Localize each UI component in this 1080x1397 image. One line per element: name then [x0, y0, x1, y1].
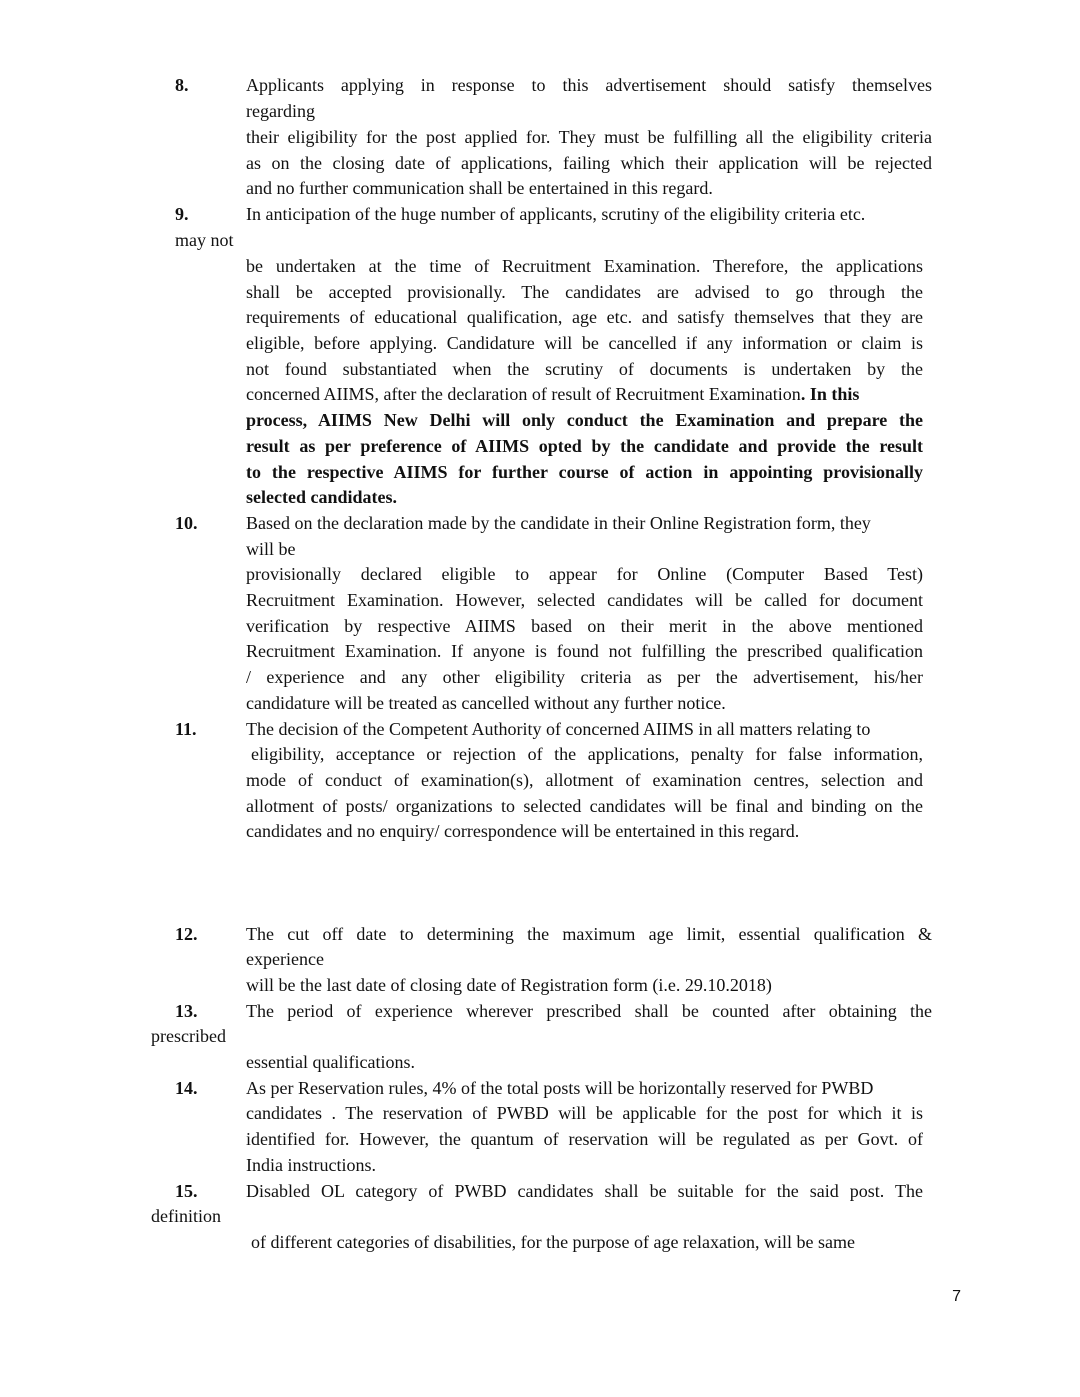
clause-line: In anticipation of the huge number of applicants, scrutiny of the eligibility criteria etc. — [246, 204, 866, 224]
clause-bold-line: process, AIIMS New Delhi will only conduct the Examination and prepare the — [246, 410, 923, 430]
clause-line: eligibility, acceptance or rejection of the applications, penalty for false information, — [251, 744, 923, 764]
clause-line: As per Reservation rules, 4% of the total posts will be horizontally reserved for PWBD — [246, 1078, 874, 1098]
clause-line: India instructions. — [246, 1155, 376, 1175]
clause-bold-line: to the respective AIIMS for further course of action in appointing provisionally — [246, 462, 923, 482]
clause-number: 14. — [175, 1078, 198, 1098]
clause-line: candidates and no enquiry/ correspondence will be entertained in this regard. — [246, 821, 800, 841]
clause-number: 8. — [175, 75, 189, 95]
clause-number: 12. — [175, 924, 198, 944]
clause-line: may not — [175, 230, 234, 250]
clause-line: regarding — [246, 101, 315, 121]
clause-line: as on the closing date of applications, failing which their application will be rejected — [246, 153, 932, 173]
clause-line: experience — [246, 949, 324, 969]
clause-line: shall be accepted provisionally. The candidates are advised to go through the — [246, 282, 923, 302]
clause-number: 10. — [175, 513, 198, 533]
clause-line: verification by respective AIIMS based on their merit in the above mentioned — [246, 616, 923, 636]
clause-line: eligible, before applying. Candidature will be cancelled if any information or claim is — [246, 333, 923, 353]
clause-line: Recruitment Examination. If anyone is found not fulfilling the prescribed qualification — [246, 641, 923, 661]
page-number: 7 — [952, 1288, 961, 1305]
clause-line: mode of conduct of examination(s), allotment of examination centres, selection and — [246, 770, 923, 790]
clause-line: provisionally declared eligible to appear for Online (Computer Based Test) — [246, 564, 923, 584]
clause-line: of different categories of disabilities, for the purpose of age relaxation, will be same — [251, 1232, 855, 1252]
clause-number: 11. — [175, 719, 197, 739]
clause-bold-line: result as per preference of AIIMS opted by the candidate and provide the result — [246, 436, 923, 456]
clause-line: prescribed — [151, 1026, 226, 1046]
clause-line: their eligibility for the post applied for. They must be fulfilling all the eligibility criteria — [246, 127, 932, 147]
clause-line: will be the last date of closing date of Registration form (i.e. 29.10.2018) — [246, 975, 772, 995]
clause-line: be undertaken at the time of Recruitment Examination. Therefore, the applications — [246, 256, 923, 276]
clause-bold-line: selected candidates. — [246, 487, 397, 507]
clause-line: identified for. However, the quantum of reservation will be regulated as per Govt. of — [246, 1129, 923, 1149]
clause-line: candidates . The reservation of PWBD will be applicable for the post for which it is — [246, 1103, 923, 1123]
clause-number: 13. — [175, 1001, 198, 1021]
clause-line: candidature will be treated as cancelled without any further notice. — [246, 693, 726, 713]
clause-line: allotment of posts/ organizations to selected candidates will be final and binding on the — [246, 796, 923, 816]
clause-line: requirements of educational qualification, age etc. and satisfy themselves that they are — [246, 307, 923, 327]
clause-line: definition — [151, 1206, 221, 1226]
clause-line: and no further communication shall be entertained in this regard. — [246, 178, 713, 198]
clause-line: Recruitment Examination. However, selected candidates will be called for document — [246, 590, 923, 610]
clause-line: not found substantiated when the scrutiny of documents is undertaken by the — [246, 359, 923, 379]
clause-line: Applicants applying in response to this advertisement should satisfy themselves — [246, 75, 932, 95]
clause-line — [246, 381, 859, 407]
clause-line: essential qualifications. — [246, 1052, 415, 1072]
clause-line: will be — [246, 539, 296, 559]
clause-line: / experience and any other eligibility criteria as per the advertisement, his/her — [246, 667, 923, 687]
clause-line: The cut off date to determining the maximum age limit, essential qualification & — [246, 924, 932, 944]
clause-line: Disabled OL category of PWBD candidates shall be suitable for the said post. The — [246, 1181, 923, 1201]
clause-number: 9. — [175, 204, 189, 224]
clause-line: The decision of the Competent Authority of concerned AIIMS in all matters relating to — [246, 719, 871, 739]
clause-number: 15. — [175, 1181, 198, 1201]
clause-bold-text: . In this — [800, 384, 860, 404]
clause-line: The period of experience wherever prescribed shall be counted after obtaining the — [246, 1001, 932, 1021]
clause-text: concerned AIIMS, after the declaration of result of Recruitment Examination — [246, 384, 801, 404]
clause-line: Based on the declaration made by the candidate in their Online Registration form, they — [246, 513, 871, 533]
